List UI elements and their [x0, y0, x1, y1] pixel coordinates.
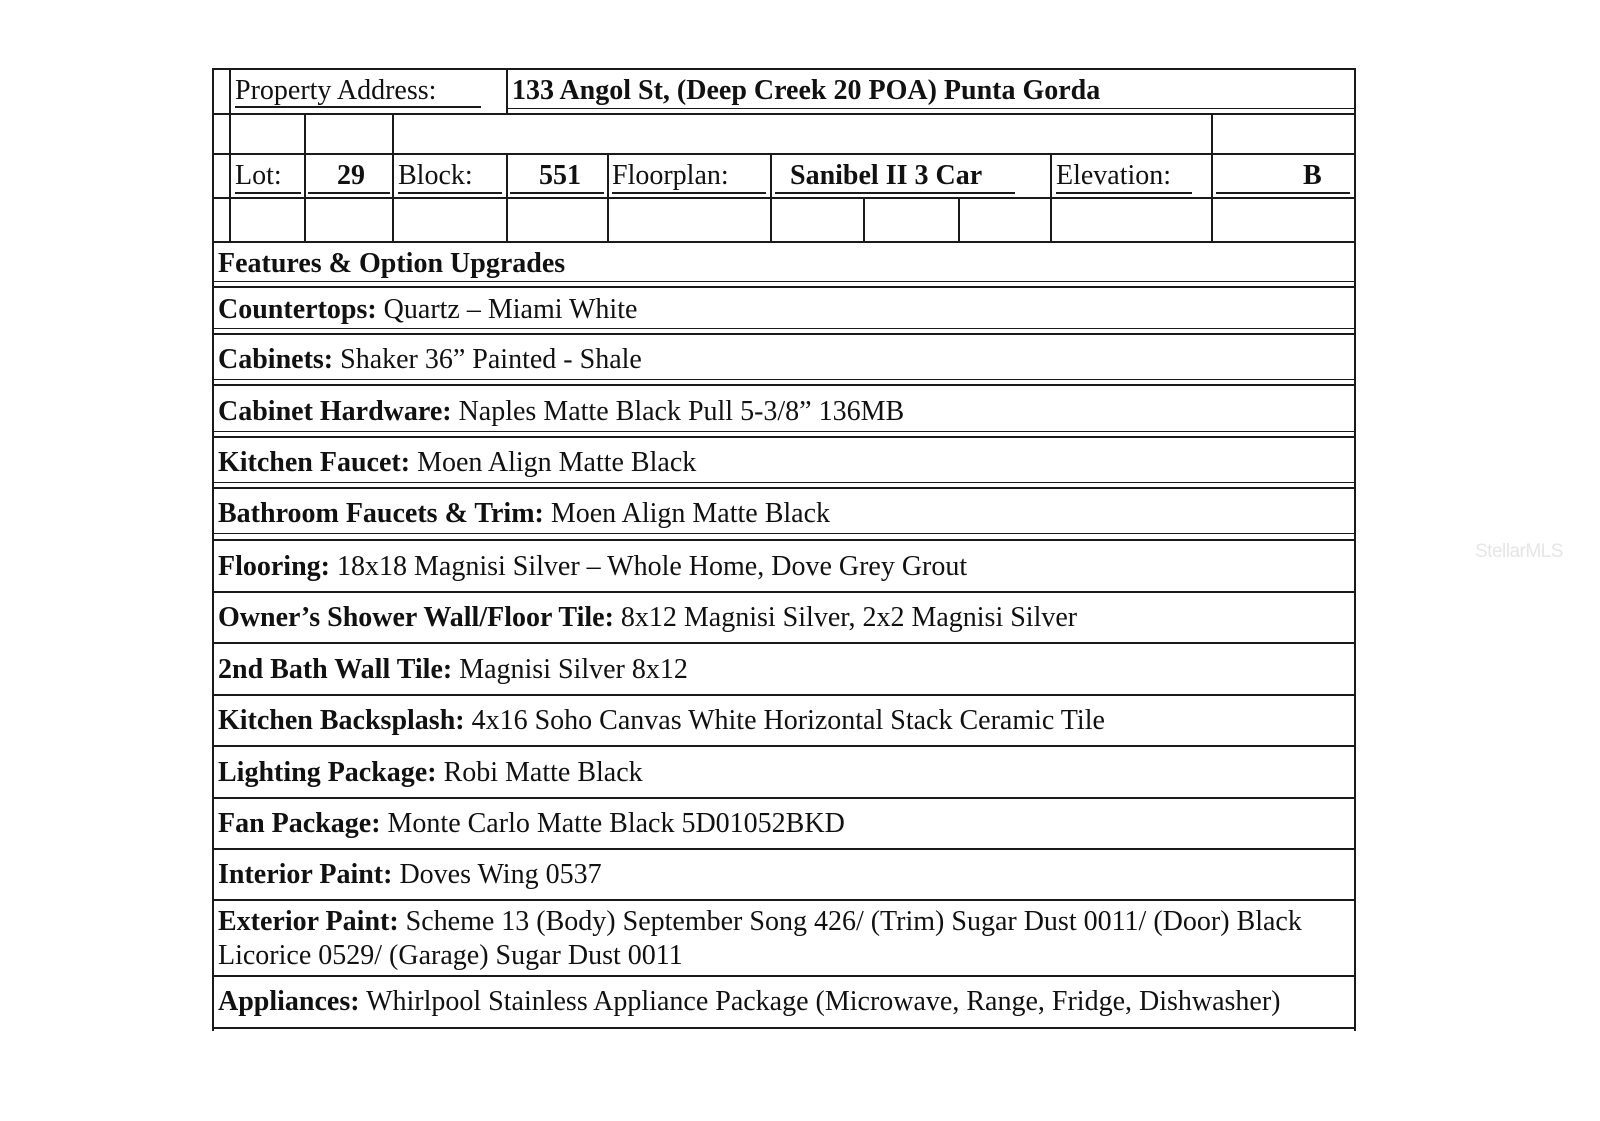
row-rule	[212, 539, 1356, 541]
elevation-label-underline	[1056, 192, 1192, 194]
elevation-value-underline	[1216, 192, 1350, 194]
feature-value: Shaker 36” Painted - Shale	[340, 344, 642, 375]
lot-value-underline	[308, 192, 390, 194]
feature-value: Licorice 0529/ (Garage) Sugar Dust 0011	[218, 940, 683, 971]
header-divider	[1211, 114, 1213, 242]
floorplan-label: Floorplan:	[612, 160, 729, 191]
feature-label: Interior Paint:	[218, 859, 393, 890]
feature-row-owners-shower-tile	[218, 601, 1077, 635]
feature-row-cabinet-hardware	[218, 395, 904, 429]
header-rule	[212, 113, 1356, 115]
address-label-underline	[235, 106, 481, 108]
feature-row-lighting-package	[218, 756, 643, 790]
header-rule	[212, 241, 1356, 243]
feature-value: Moen Align Matte Black	[417, 447, 697, 478]
feature-value: Doves Wing 0537	[399, 859, 602, 890]
row-rule	[212, 436, 1356, 438]
block-value-underline	[510, 192, 604, 194]
address-value: 133 Angol St, (Deep Creek 20 POA) Punta Gorda	[512, 75, 1101, 106]
feature-label: Kitchen Backsplash:	[218, 705, 465, 736]
row-rule	[212, 899, 1356, 901]
feature-value: Quartz – Miami White	[383, 294, 638, 325]
feature-label: Flooring:	[218, 551, 330, 582]
feature-value: 18x18 Magnisi Silver – Whole Home, Dove Grey Grout	[337, 551, 968, 582]
block-value: 551	[539, 160, 581, 191]
feature-label: Fan Package:	[218, 808, 381, 839]
row-rule	[212, 797, 1356, 799]
feature-row-second-bath-tile	[218, 653, 688, 687]
feature-value: Monte Carlo Matte Black 5D01052BKD	[387, 808, 845, 839]
floorplan-value-underline	[775, 192, 1015, 194]
feature-row-bathroom-faucets	[218, 497, 830, 531]
header-rule	[212, 153, 1356, 155]
row-rule	[212, 333, 1356, 335]
lot-label-underline	[235, 192, 301, 194]
watermark-logo: StellarMLS	[1475, 541, 1563, 562]
feature-value: Moen Align Matte Black	[550, 498, 831, 529]
row-rule	[212, 482, 1356, 483]
row-rule	[212, 694, 1356, 696]
floorplan-value: Sanibel II 3 Car	[790, 160, 983, 191]
feature-label: Countertops:	[218, 294, 377, 325]
row-rule	[212, 379, 1356, 380]
feature-row-cabinets	[218, 343, 642, 377]
header-inner-left-border	[229, 68, 231, 242]
feature-label: Lighting Package:	[218, 757, 437, 788]
header-divider	[863, 198, 865, 242]
row-rule	[212, 848, 1356, 850]
elevation-value: B	[1303, 160, 1322, 191]
feature-label: Cabinets:	[218, 344, 334, 375]
feature-row-flooring	[218, 550, 967, 584]
feature-label: Exterior Paint:	[218, 906, 399, 937]
block-label: Block:	[398, 160, 473, 191]
row-rule	[212, 384, 1356, 386]
feature-row-fan-package	[218, 807, 845, 841]
feature-row-kitchen-backsplash	[218, 704, 1105, 738]
feature-label: 2nd Bath Wall Tile:	[218, 654, 453, 685]
row-rule	[212, 591, 1356, 593]
lot-value: 29	[337, 160, 365, 191]
feature-row-kitchen-faucet	[218, 446, 696, 480]
feature-row-countertops	[218, 293, 637, 327]
feature-value: Scheme 13 (Body) September Song 426/ (Trim) Sugar Dust 0011/ (Door) Black	[405, 906, 1302, 937]
frame-right-border	[1354, 68, 1356, 1031]
frame-top-border	[212, 68, 1356, 70]
row-rule	[212, 745, 1356, 747]
row-rule	[212, 431, 1356, 432]
block-label-underline	[398, 192, 502, 194]
frame-left-border	[212, 68, 214, 1031]
feature-value: Naples Matte Black Pull 5-3/8” 136MB	[458, 396, 905, 427]
row-rule	[212, 286, 1356, 288]
floorplan-label-underline	[612, 192, 766, 194]
section-title: Features & Option Upgrades	[218, 248, 566, 279]
feature-value: Whirlpool Stainless Appliance Package (Microwave, Range, Fridge, Dishwasher)	[366, 986, 1281, 1017]
feature-label: Cabinet Hardware:	[218, 396, 452, 427]
elevation-label: Elevation:	[1056, 160, 1172, 191]
row-rule	[212, 281, 1356, 282]
feature-row-interior-paint	[218, 858, 602, 892]
feature-label: Kitchen Faucet:	[218, 447, 411, 478]
row-rule	[212, 487, 1356, 489]
row-rule	[212, 1027, 1356, 1029]
feature-value: Magnisi Silver 8x12	[459, 654, 688, 685]
feature-row-exterior-paint	[218, 905, 1302, 939]
feature-label: Appliances:	[218, 986, 360, 1017]
feature-value: 4x16 Soho Canvas White Horizontal Stack Ceramic Tile	[471, 705, 1105, 736]
feature-label: Owner’s Shower Wall/Floor Tile:	[218, 602, 614, 633]
feature-value: Robi Matte Black	[443, 757, 643, 788]
row-rule	[212, 533, 1356, 534]
address-label: Property Address:	[235, 75, 437, 106]
feature-value: 8x12 Magnisi Silver, 2x2 Magnisi Silver	[620, 602, 1078, 633]
header-divider	[958, 198, 960, 242]
row-rule	[212, 975, 1356, 977]
row-rule	[212, 328, 1356, 329]
row-rule	[212, 642, 1356, 644]
header-rule	[212, 197, 1356, 199]
header-rule	[506, 108, 1356, 109]
lot-label: Lot:	[235, 160, 282, 191]
feature-label: Bathroom Faucets & Trim:	[218, 498, 544, 529]
feature-row-appliances	[218, 985, 1281, 1019]
header-divider	[392, 114, 394, 242]
feature-row-exterior-paint-continued	[218, 939, 683, 973]
header-divider	[304, 114, 306, 242]
